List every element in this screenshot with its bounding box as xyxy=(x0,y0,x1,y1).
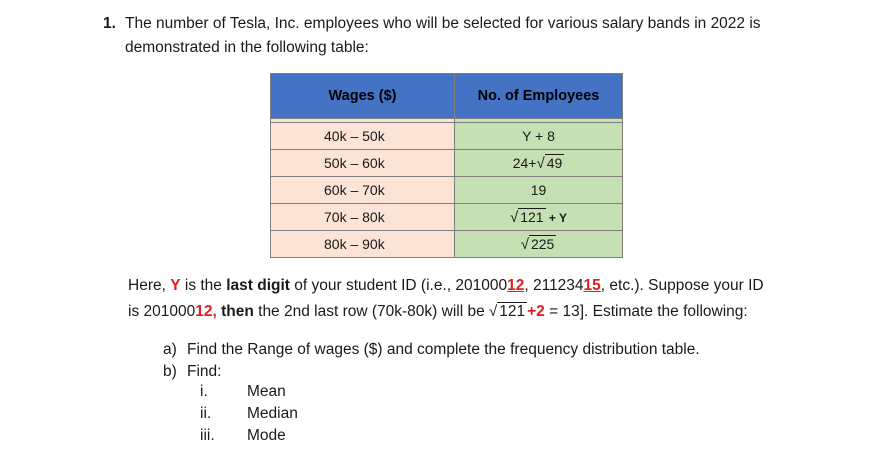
employee-cell xyxy=(455,231,623,258)
sub-task-list xyxy=(200,381,298,447)
sqrt-expression: √ 49 xyxy=(536,154,563,172)
employee-cell: Y + 8 xyxy=(455,123,623,150)
wage-cell: 40k – 50k xyxy=(271,123,455,150)
list-item: ii. Median xyxy=(200,405,298,422)
table-row xyxy=(271,150,623,177)
task-b: b) Find: xyxy=(163,363,222,380)
question-number: 1. xyxy=(103,15,116,32)
question-text xyxy=(103,12,761,60)
table-row xyxy=(271,231,623,258)
wage-cell: 80k – 90k xyxy=(271,231,455,258)
table-row xyxy=(271,123,623,150)
list-item: iii. Mode xyxy=(200,427,286,444)
sqrt-expression: √ 121 xyxy=(509,208,544,226)
header-wages: Wages ($) xyxy=(271,74,455,119)
variable-y: Y xyxy=(170,277,181,294)
wage-cell: 70k – 80k xyxy=(271,204,455,231)
wage-cell: 60k – 70k xyxy=(271,177,455,204)
task-a: a) Find the Range of wages ($) and complete the frequency distribution table. xyxy=(163,341,700,358)
sqrt-expression: √ 225 xyxy=(520,235,555,253)
sqrt-expression: √ 121 xyxy=(489,303,526,320)
wage-cell: 50k – 60k xyxy=(271,150,455,177)
employee-cell: 24+√ 49 xyxy=(455,150,623,177)
salary-table xyxy=(270,73,623,258)
task-list xyxy=(163,339,700,383)
employee-cell: 19 xyxy=(455,177,623,204)
employee-cell: √ 121 + Y xyxy=(455,204,623,231)
instruction-paragraph: Here, Y is the last digit of your student ID (i.e., 20100012, 21123415, etc.). Suppose your ID is 20100012, then the 2nd last row (70k-80k) will be √ 121 +2 = 13]. Estimate the following: xyxy=(128,273,828,325)
table-row xyxy=(271,204,623,231)
question-line-2: demonstrated in the following table: xyxy=(125,39,369,56)
question-line-1: The number of Tesla, Inc. employees who will be selected for various salary bands in 2022 is xyxy=(125,15,761,32)
table-row xyxy=(271,177,623,204)
header-employees: No. of Employees xyxy=(455,74,623,119)
list-item: i. Mean xyxy=(200,383,286,400)
